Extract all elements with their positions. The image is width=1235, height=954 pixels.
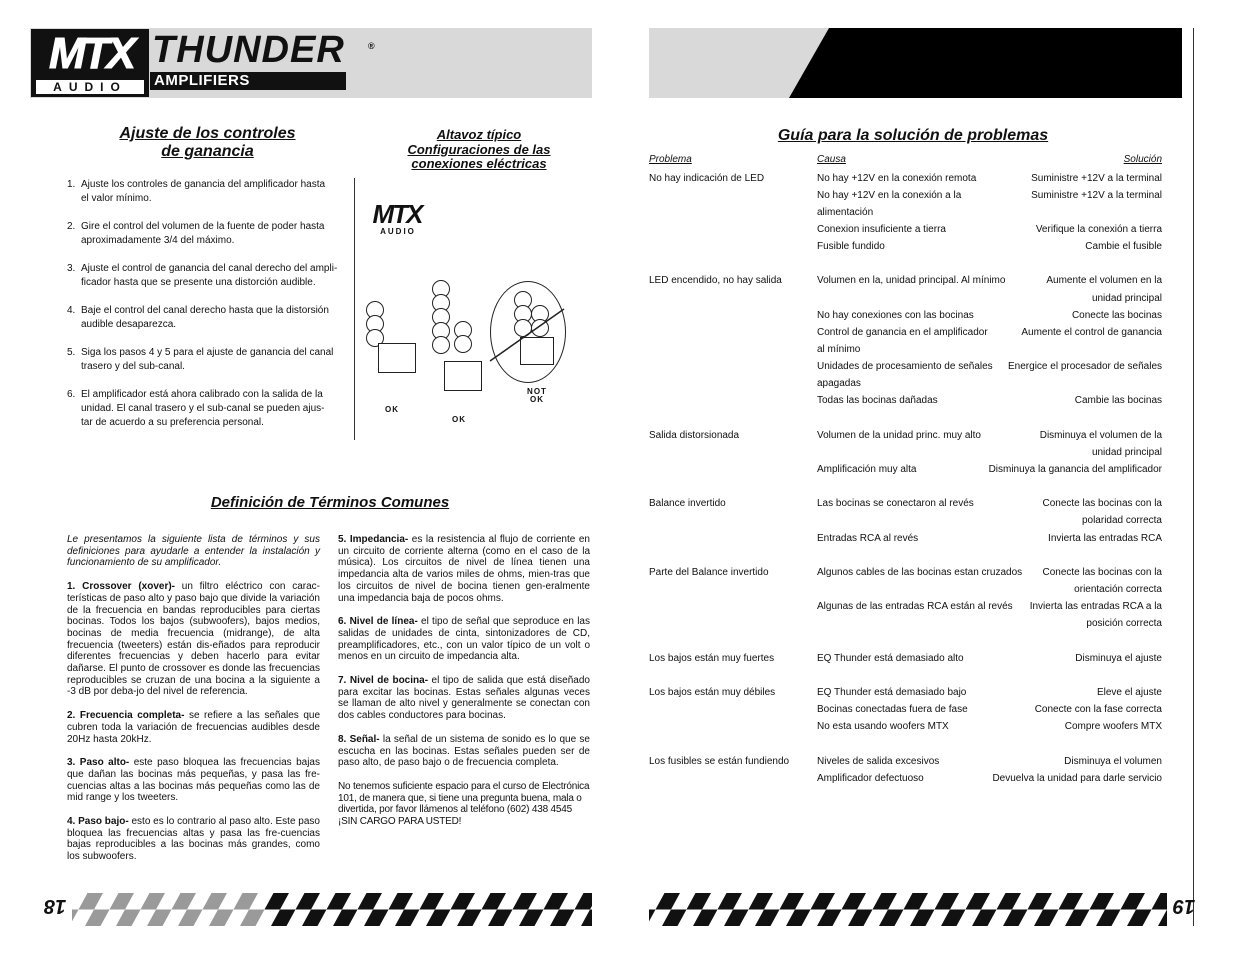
col-header-problem: Problema [649, 154, 692, 165]
speaker-circle [454, 335, 472, 353]
speaker-diagram [360, 275, 590, 425]
trouble-solution: Conecte las bocinas con la [1042, 498, 1162, 509]
term-definition [67, 816, 320, 863]
term-name: 3. Paso alto- [67, 757, 130, 769]
trouble-cause: No esta usando woofers MTX [817, 721, 949, 732]
term-text: esto es lo contrario al paso alto. Este paso bloquea las frecuencias altas y pasa las fre-cuencias bajas reproducibles a las bocinas más grandes, como los subwoofers. [67, 816, 320, 863]
trouble-cause: No hay conexiones con las bocinas [817, 310, 974, 321]
speaker-mtx-logo-audio: AUDIO [380, 227, 416, 236]
gain-step-number: 3. [67, 263, 76, 274]
not-ok-strike [488, 279, 568, 383]
trouble-solution: Cambie las bocinas [1074, 395, 1162, 406]
not-ok-label [520, 388, 554, 404]
gain-step-text [81, 178, 349, 206]
trouble-problem: Parte del Balance invertido [649, 567, 769, 578]
gain-step-line: audible desaparezca. [81, 319, 177, 330]
col-header-cause: Causa [817, 154, 846, 165]
speaker-box [378, 343, 416, 373]
checker-pattern-right [649, 893, 1167, 926]
trouble-solution: posición correcta [1086, 618, 1162, 629]
speaker-circle [432, 336, 450, 354]
trouble-solution: Disminuya la ganancia del amplificador [988, 464, 1162, 475]
speaker-mtx-logo-text: MTX [372, 199, 422, 229]
term-definition [67, 710, 320, 745]
trouble-solution: unidad principal [1091, 447, 1162, 458]
gain-step-line: ficador hasta que se presente una distorción audible. [81, 277, 316, 288]
trouble-solution: Verifique la conexión a tierra [1035, 224, 1162, 235]
gain-step-text [81, 346, 349, 374]
term-name: 2. Frecuencia completa- [67, 710, 185, 722]
trouble-cause: Control de ganancia en el amplificador [817, 327, 988, 338]
speaker-title-line1: Altavoz típico [436, 127, 522, 142]
gain-step-line: aproximadamente 3/4 del máximo. [81, 235, 235, 246]
trouble-solution: Cambie el fusible [1085, 241, 1162, 252]
gain-title-line1: Ajuste de los controles [119, 125, 296, 142]
term-definition [338, 734, 590, 769]
trouble-cause: No hay +12V en la conexión remota [817, 173, 977, 184]
trouble-problem: Los fusibles se están fundiendo [649, 756, 790, 767]
speaker-title-line3: conexiones eléctricas [411, 156, 547, 171]
checker-pattern-left [72, 893, 592, 926]
term-text: es la resistencia al flujo de corriente en un circuito de corriente alterna (como en el caso de la música). Los circuitos de nivel de línea tienen una impedancia alta de varios miles de ohms, mien-tras que los circuitos de nivel de bocina tienen gen-eralmente una impedancia baja de pocos ohms. [338, 534, 590, 604]
terms-col-right [338, 534, 590, 840]
trouble-problem: Los bajos están muy débiles [649, 687, 776, 698]
speaker-title [362, 128, 596, 172]
term-definition [67, 757, 320, 804]
trouble-cause: al mínimo [817, 344, 861, 355]
trouble-cause: apagadas [817, 378, 861, 389]
amplifiers-bar: AMPLIFIERS [150, 72, 346, 90]
trouble-solution: Suministre +12V a la terminal [1031, 190, 1162, 201]
speaker-box [444, 361, 482, 391]
gain-step-number: 1. [67, 179, 76, 190]
trouble-solution: Energice el procesador de señales [1008, 361, 1162, 372]
not-ok-label-line1: NOT [527, 387, 547, 396]
speaker-mtx-logo [367, 201, 429, 237]
trouble-problem: LED encendido, no hay salida [649, 275, 782, 286]
gain-step-line: unidad. El canal trasero y el sub-canal se pueden ajus- [81, 403, 325, 414]
page-number-right: 19 [1173, 895, 1196, 917]
trouble-solution: Conecte con la fase correcta [1034, 704, 1162, 715]
gain-step-text [81, 304, 349, 332]
mtx-logo: MTX [49, 29, 133, 78]
trouble-cause: Algunos cables de las bocinas estan cruzados [817, 567, 1023, 578]
trouble-solution: Invierta las entradas RCA a la [1029, 601, 1162, 612]
term-definition [338, 616, 590, 663]
header-band-right [649, 28, 1182, 98]
trouble-cause: EQ Thunder está demasiado alto [817, 653, 964, 664]
terms-title: Definición de Términos Comunes [210, 494, 450, 511]
term-text: este paso bloquea las frecuencias bajas que dañan las bocinas más pequeñas, y pasa las fre-cuencias altas a las bocinas más pequeñas como las de mid range y los tweeters. [67, 757, 320, 804]
trouble-solution: unidad principal [1091, 293, 1162, 304]
term-definition [338, 675, 590, 722]
gain-step-number: 6. [67, 389, 76, 400]
term-name: 6. Nivel de línea- [338, 616, 418, 628]
trouble-solution: orientación correcta [1074, 584, 1162, 595]
trouble-title: Guía para la solución de problemas [777, 127, 1049, 144]
trouble-solution: Invierta las entradas RCA [1048, 533, 1162, 544]
gain-title [70, 125, 345, 161]
trouble-cause: EQ Thunder está demasiado bajo [817, 687, 967, 698]
gain-steps-list [67, 178, 349, 438]
trouble-solution: Conecte las bocinas [1071, 310, 1162, 321]
trouble-cause: Algunas de las entradas RCA están al revés [817, 601, 1013, 612]
trouble-cause: Bocinas conectadas fuera de fase [817, 704, 968, 715]
trouble-cause: Entradas RCA al revés [817, 533, 919, 544]
gain-step-line: Ajuste los controles de ganancia del amplificador hasta [81, 179, 326, 190]
mtx-logo-audio: AUDIO [36, 80, 144, 94]
terms-closing: No tenemos suficiente espacio para el curso de Electrónica 101, de manera que, si tiene una pregunta buena, mala o divertida, por favor llámenos al teléfono (602) 438 4545 ¡SIN CARGO PARA USTED! [338, 780, 590, 828]
trouble-solution: Compre woofers MTX [1064, 721, 1162, 732]
trouble-cause: Unidades de procesamiento de señales [817, 361, 993, 372]
ok-label-2: OK [452, 415, 466, 424]
gain-step-number: 5. [67, 347, 76, 358]
terms-col-left [67, 534, 320, 875]
thunder-logo: THUNDER [152, 29, 345, 71]
term-text: un filtro eléctrico con carac-terísticas de paso alto y paso bajo que divide la variación de la frecuencia en bandas reproducibles para ciertas bocinas. Todos los bajos (subwoofers), bajos medios, bocinas de media frecuencia (midrange), de alta frecuencia (tweeters) están dis-eñados para reproducir diferentes frecuencias y deben hacerlo para evitar dañarse. El punto de crossover es donde las frecuencias reproducibles se cruzan de una bocina a la siguiente a -3 dB por deba-jo del nivel de referencia. [67, 581, 320, 698]
term-name: 4. Paso bajo- [67, 816, 129, 828]
page-number-left: 18 [44, 895, 67, 917]
trouble-problem: Los bajos están muy fuertes [649, 653, 775, 664]
term-definition [67, 581, 320, 698]
gain-step-number: 2. [67, 221, 76, 232]
trouble-cause: alimentación [817, 207, 874, 218]
gain-step-text [81, 262, 349, 290]
gain-step-line: Gire el control del volumen de la fuente de poder hasta [81, 221, 325, 232]
term-name: 5. Impedancia- [338, 534, 409, 545]
right-page-rule [1193, 28, 1194, 926]
trouble-cause: Fusible fundido [817, 241, 885, 252]
gain-step-text [81, 220, 349, 248]
term-name: 7. Nivel de bocina- [338, 675, 429, 687]
footer-checker-left [72, 893, 592, 926]
term-name: 8. Señal- [338, 733, 380, 745]
term-text: la señal de un sistema de sonido es lo que se escucha en las bocinas. Estas señales pueden ser de paso alto, de paso bajo o de frecuencia completa. [338, 733, 590, 769]
trouble-cause: Niveles de salida excesivos [817, 756, 940, 767]
trouble-problem: Salida distorsionada [649, 430, 740, 441]
trouble-cause: Todas las bocinas dañadas [817, 395, 938, 406]
trouble-cause: Conexion insuficiente a tierra [817, 224, 946, 235]
gain-step-number: 4. [67, 305, 76, 316]
trouble-solution: Devuelva la unidad para darle servicio [992, 773, 1162, 784]
trouble-solution: Aumente el control de ganancia [1021, 327, 1162, 338]
gain-step-line: Ajuste el control de ganancia del canal derecho del ampli- [81, 263, 338, 274]
trouble-cause: Volumen de la unidad princ. muy alto [817, 430, 981, 441]
brand-registered-mark: ® [137, 42, 144, 52]
trouble-solution: Conecte las bocinas con la [1042, 567, 1162, 578]
term-name: 1. Crossover (xover)- [67, 581, 176, 593]
term-text: el tipo de salida que está diseñado para excitar las bocinas. Estas señales algunas veces se llaman de alto nivel y generalmente se conectan con dos cables conductores para bocinas. [338, 675, 590, 722]
trouble-cause: Las bocinas se conectaron al revés [817, 498, 974, 509]
gain-step-line: Baje el control del canal derecho hasta que la distorsión [81, 305, 329, 316]
footer-checker-right [649, 893, 1167, 926]
trouble-cause: Volumen en la, unidad principal. Al mínimo [817, 275, 1006, 286]
header-black-wedge [649, 28, 1182, 98]
terms-intro: Le presentamos la siguiente lista de términos y sus definiciones para ayudarle a entender la instalación y funcionamiento de su amplificador. [67, 534, 320, 569]
trouble-problem: Balance invertido [649, 498, 726, 509]
trouble-solution: Disminuya el ajuste [1075, 653, 1162, 664]
trouble-solution: Disminuya el volumen [1064, 756, 1162, 767]
speaker-title-line2: Configuraciones de las [407, 141, 551, 157]
term-text: se refiere a las señales que cubren toda la variación de frecuencias audibles desde 20Hz hasta 20kHz. [67, 710, 320, 745]
gain-step-line: tar de acuerdo a su preferencia personal. [81, 417, 264, 428]
trouble-cause: Amplificador defectuoso [817, 773, 924, 784]
trouble-solution: Eleve el ajuste [1096, 687, 1162, 698]
trouble-cause: Amplificación muy alta [817, 464, 917, 475]
term-definition [338, 534, 590, 604]
not-ok-label-line2: OK [530, 395, 544, 404]
trouble-problem: No hay indicación de LED [649, 173, 765, 184]
trouble-solution: Suministre +12V a la terminal [1031, 173, 1162, 184]
col-header-solution: Solución [1123, 154, 1162, 165]
gain-title-line2: de ganancia [161, 143, 254, 160]
gain-step-line: el valor mínimo. [81, 193, 152, 204]
gain-step-text [81, 388, 349, 430]
trouble-solution: polaridad correcta [1081, 515, 1162, 526]
gain-step-line: trasero y del sub-canal. [81, 361, 185, 372]
trouble-solution: Disminuya el volumen de la [1039, 430, 1162, 441]
gain-step-line: Siga los pasos 4 y 5 para el ajuste de ganancia del canal [81, 347, 334, 358]
ok-label-1: OK [385, 405, 399, 414]
gain-step-line: El amplificador está ahora calibrado con la salida de la [81, 389, 323, 400]
trouble-solution: Aumente el volumen en la [1046, 275, 1162, 286]
trouble-cause: No hay +12V en la conexión a la [817, 190, 962, 201]
thunder-registered-mark: ® [368, 41, 375, 51]
term-text: el tipo de señal que seproduce en las salidas de unidades de cinta, sintonizadores de CD, preamplificadores, etc., con un valor típico de un volt o menos en un circuito de impedancia alta. [338, 616, 590, 663]
gain-divider [354, 178, 355, 440]
